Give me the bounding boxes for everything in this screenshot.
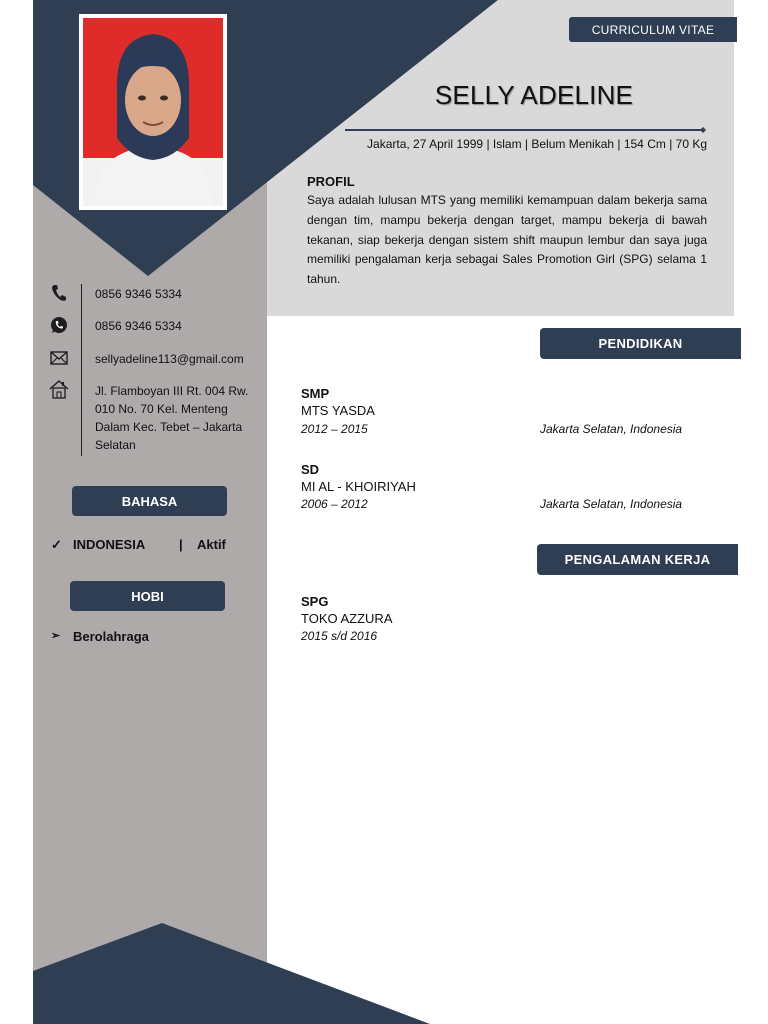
phone-number: 0856 9346 5334 <box>95 287 182 301</box>
bahasa-heading: BAHASA <box>72 486 227 516</box>
language-name: INDONESIA <box>73 537 146 552</box>
profile-text: Saya adalah lulusan MTS yang memiliki kemampuan dalam bekerja sama dengan tim, mampu bekerja dengan target, mampu bekerja di bawah tekanan, siap bekerja dengan sistem shift maupun lembur dan saya juga memiliki pengalaman kerja sebagai Sales Promotion Girl (SPG) selama 1 tahun. <box>307 193 707 287</box>
hobi-item: Berolahraga <box>73 629 149 644</box>
education-level: SD <box>301 462 320 477</box>
candidate-name: SELLY ADELINE <box>434 80 634 110</box>
hobi-bullet: ➢ <box>51 630 61 642</box>
education-location: Jakarta Selatan, Indonesia <box>540 497 683 511</box>
language-separator: | <box>179 537 183 552</box>
language-level: Aktif <box>197 537 226 552</box>
education-school: MTS YASDA <box>301 403 375 418</box>
house-icon <box>46 378 72 400</box>
education-school: MI AL - KHOIRIYAH <box>301 479 416 494</box>
phone-icon <box>46 282 72 304</box>
pengalaman-kerja-heading: PENGALAMAN KERJA <box>537 544 738 575</box>
experience-role: SPG <box>301 594 329 609</box>
whatsapp-icon <box>46 314 72 336</box>
pendidikan-heading: PENDIDIKAN <box>540 328 741 359</box>
experience-company: TOKO AZZURA <box>301 611 393 626</box>
profile-title: PROFIL <box>307 174 355 189</box>
personal-info: Jakarta, 27 April 1999 | Islam | Belum Menikah | 154 Cm | 70 Kg <box>367 137 707 151</box>
hobi-heading: HOBI <box>70 581 225 611</box>
contact-divider <box>81 284 82 456</box>
whatsapp-number: 0856 9346 5334 <box>95 319 182 333</box>
bahasa-bullet: ✓ <box>51 537 62 552</box>
education-years: 2012 – 2015 <box>301 422 368 436</box>
education-location: Jakarta Selatan, Indonesia <box>540 422 683 436</box>
experience-period: 2015 s/d 2016 <box>301 629 378 643</box>
curriculum-vitae-badge: CURRICULUM VITAE <box>569 17 737 42</box>
education-level: SMP <box>301 386 330 401</box>
email-address: sellyadeline113@gmail.com <box>95 352 244 366</box>
envelope-icon <box>46 347 72 369</box>
profile-photo <box>83 18 223 206</box>
home-address: Jl. Flamboyan III Rt. 004 Rw. 010 No. 70 Kel. Menteng Dalam Kec. Tebet – Jakarta Selatan <box>95 384 249 452</box>
education-years: 2006 – 2012 <box>301 497 368 511</box>
